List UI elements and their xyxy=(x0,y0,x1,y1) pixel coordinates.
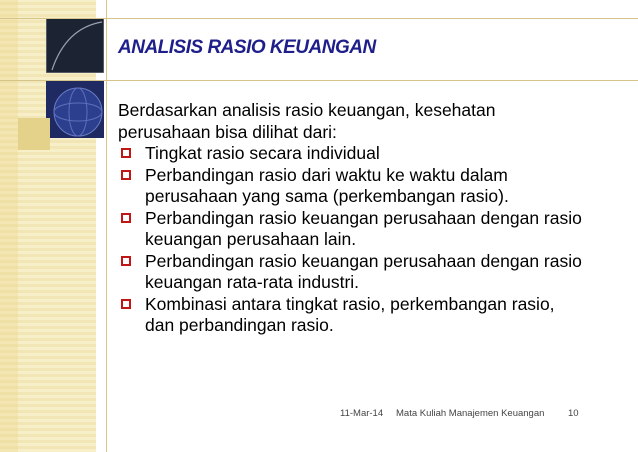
decor-vertical-line xyxy=(106,0,107,452)
list-item xyxy=(118,208,588,251)
slide-content xyxy=(118,100,588,337)
list-item xyxy=(118,251,588,294)
list-item-text: Perbandingan rasio dari waktu ke waktu dalam perusahaan yang sama (perkembangan rasio). xyxy=(145,164,509,206)
slide-title: ANALISIS RASIO KEUANGAN xyxy=(118,37,376,58)
list-item xyxy=(118,165,588,208)
checkbox-bullet-icon xyxy=(121,256,131,266)
footer-course: Mata Kuliah Manajemen Keuangan xyxy=(396,408,545,419)
checkbox-bullet-icon xyxy=(121,170,131,180)
decor-square-small xyxy=(18,118,50,150)
checkbox-bullet-icon xyxy=(121,299,131,309)
decor-square-globe xyxy=(46,80,104,138)
list-item xyxy=(118,143,588,165)
footer-page-number: 10 xyxy=(568,408,579,419)
decor-horizontal-line-mid xyxy=(0,80,638,81)
checkbox-bullet-icon xyxy=(121,148,131,158)
decor-panel-left xyxy=(0,0,18,452)
checkbox-bullet-icon xyxy=(121,213,131,223)
list-item-text: Perbandingan rasio keuangan perusahaan dengan rasio keuangan perusahaan lain. xyxy=(145,207,582,249)
intro-text: Berdasarkan analisis rasio keuangan, kesehatan perusahaan bisa dilihat dari: xyxy=(118,100,496,142)
list-item-text: Tingkat rasio secara individual xyxy=(145,143,380,163)
list-item-text: Kombinasi antara tingkat rasio, perkembangan rasio, dan perbandingan rasio. xyxy=(145,293,555,335)
footer-date: 11-Mar-14 xyxy=(340,408,384,419)
decor-square-top xyxy=(46,18,104,73)
list-item xyxy=(118,294,588,337)
decor-horizontal-line-top xyxy=(0,18,638,19)
list-item-text: Perbandingan rasio keuangan perusahaan dengan rasio keuangan rata-rata industri. xyxy=(145,250,582,292)
